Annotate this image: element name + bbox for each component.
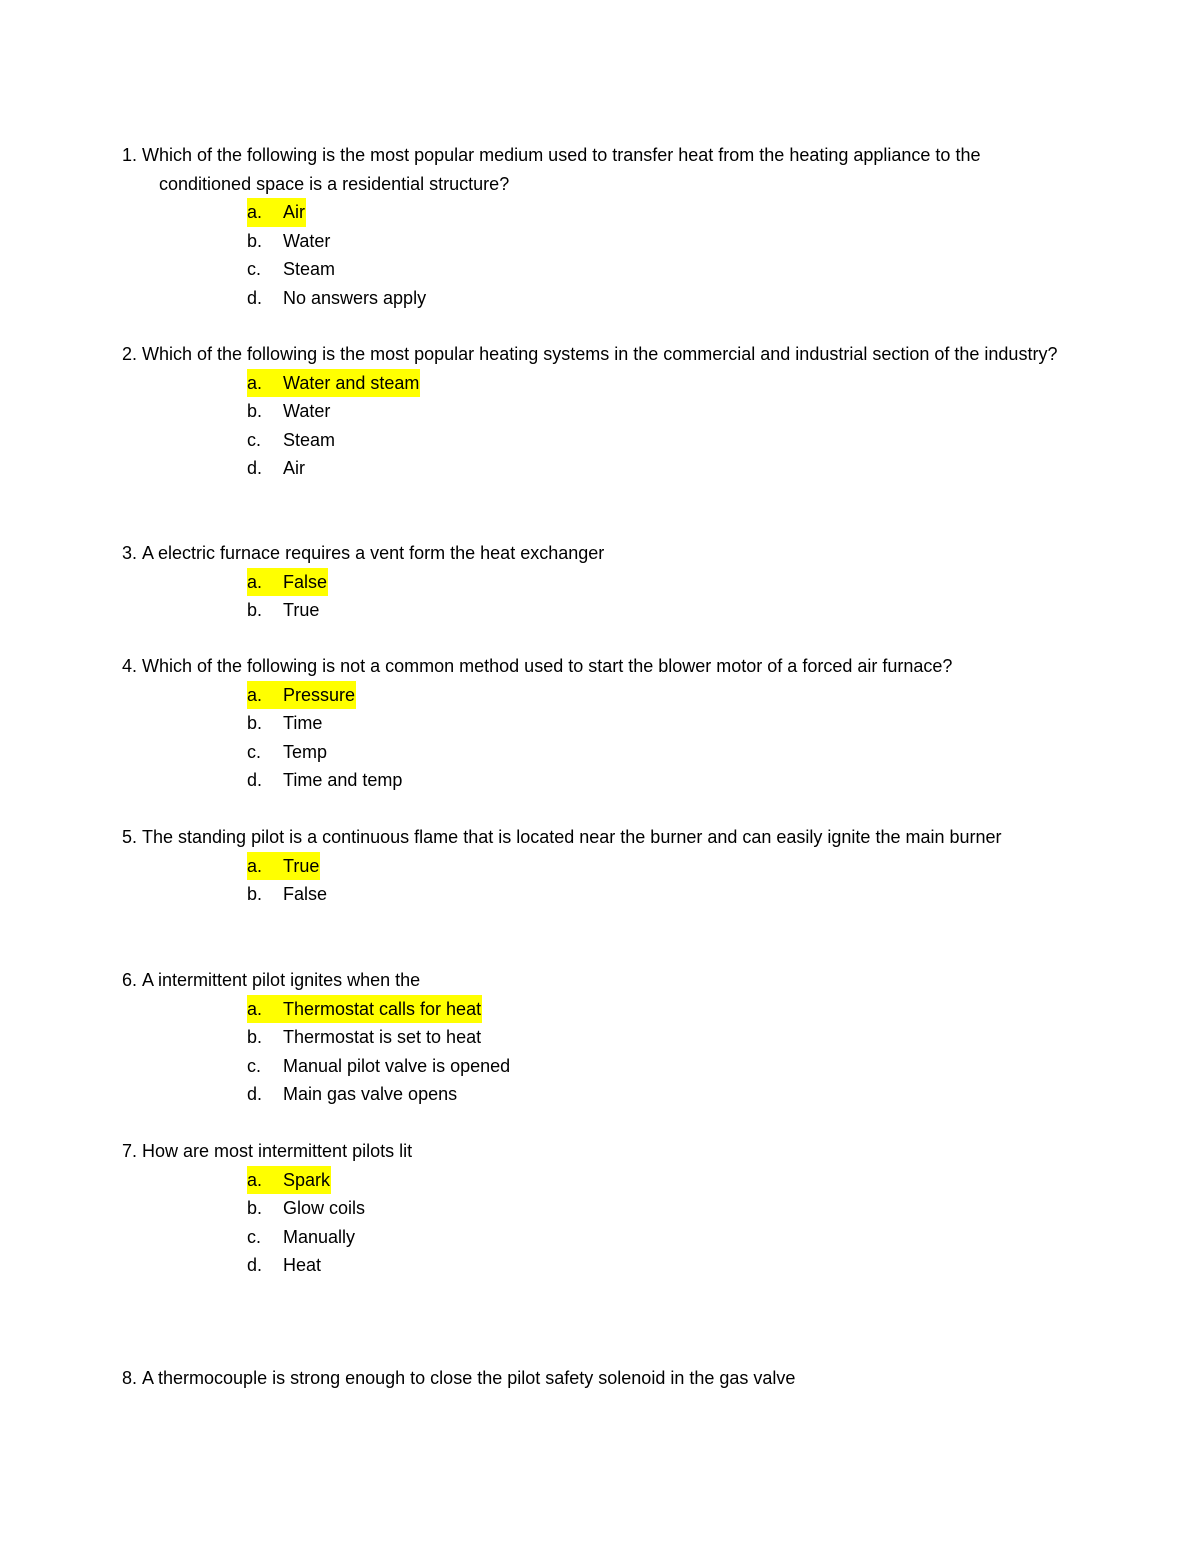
answer-letter: b.	[247, 884, 263, 904]
answer-text: Heat	[283, 1255, 322, 1275]
answer-letter: d.	[247, 1084, 263, 1104]
answer-line	[247, 738, 328, 767]
answer-line	[247, 596, 320, 625]
answer-list	[122, 995, 1062, 1109]
answer-option-highlighted	[247, 198, 1062, 227]
answer-text: Time and temp	[283, 770, 403, 790]
answer-text: Steam	[283, 259, 336, 279]
answer-option	[247, 397, 1062, 426]
question-1	[122, 141, 1062, 312]
answer-text: Spark	[283, 1169, 331, 1190]
answer-text: True	[283, 855, 320, 876]
question-prompt: A electric furnace requires a vent form the heat exchanger	[142, 543, 605, 563]
answer-line	[247, 1251, 322, 1280]
answer-option	[247, 426, 1062, 455]
answer-letter: d.	[247, 458, 263, 478]
question-prompt: Which of the following is the most popular medium used to transfer heat from the heating appliance to the conditioned space is a residential structure?	[142, 145, 981, 194]
answer-line	[247, 284, 427, 313]
answer-text: Thermostat is set to heat	[283, 1027, 482, 1047]
answer-letter: b.	[247, 600, 263, 620]
answer-option	[247, 255, 1062, 284]
question-text	[122, 652, 1062, 681]
question-text	[122, 141, 1062, 198]
answer-list	[122, 568, 1062, 625]
answer-option	[247, 227, 1062, 256]
answer-option	[247, 766, 1062, 795]
question-text	[122, 340, 1062, 369]
answer-line	[247, 1080, 458, 1109]
question-text	[122, 966, 1062, 995]
answer-text: Water	[283, 230, 331, 251]
answer-list	[122, 198, 1062, 312]
question-number: 5.	[122, 827, 138, 847]
question-6	[122, 966, 1062, 1109]
answer-letter: c.	[247, 1055, 262, 1076]
answer-text: False	[283, 571, 328, 592]
answer-line	[247, 454, 306, 483]
answer-letter: d.	[247, 1255, 263, 1275]
answer-option	[247, 880, 1062, 909]
answer-line	[247, 1052, 511, 1081]
answer-option	[247, 1023, 1062, 1052]
answer-text: Water	[283, 401, 331, 421]
answer-letter: d.	[247, 287, 263, 308]
question-number: 2.	[122, 344, 138, 364]
answer-list	[122, 1166, 1062, 1280]
question-text	[122, 823, 1062, 852]
answer-letter: a.	[247, 998, 263, 1019]
answer-list	[122, 369, 1062, 483]
answer-list	[122, 681, 1062, 795]
highlight-mark	[247, 1166, 331, 1195]
answer-letter: a.	[247, 372, 263, 393]
answer-line	[247, 426, 336, 455]
question-text	[122, 539, 1062, 568]
answer-text: No answers apply	[283, 287, 427, 308]
answer-letter: b.	[247, 1027, 263, 1047]
question-3	[122, 539, 1062, 625]
answer-line	[247, 880, 328, 909]
answer-line	[247, 227, 331, 256]
answer-letter: b.	[247, 401, 263, 421]
answer-text: Air	[283, 458, 305, 478]
question-number: 4.	[122, 656, 138, 676]
answer-text: Manual pilot valve is opened	[283, 1055, 511, 1076]
answer-letter: d.	[247, 770, 263, 790]
answer-text: Main gas valve opens	[283, 1084, 458, 1104]
answer-letter: b.	[247, 230, 263, 251]
answer-line	[247, 1223, 356, 1252]
question-number: 8.	[122, 1368, 138, 1388]
question-prompt: A thermocouple is strong enough to close the pilot safety solenoid in the gas valve	[142, 1368, 796, 1388]
answer-text: Thermostat calls for heat	[283, 998, 482, 1019]
answer-text: Pressure	[283, 684, 356, 705]
question-7	[122, 1137, 1062, 1280]
answer-letter: a.	[247, 1169, 263, 1190]
answer-letter: a.	[247, 684, 263, 705]
question-number: 3.	[122, 543, 138, 563]
answer-letter: b.	[247, 713, 263, 733]
question-4	[122, 652, 1062, 795]
answer-letter: c.	[247, 259, 262, 279]
answer-option	[247, 738, 1062, 767]
answer-list	[122, 852, 1062, 909]
answer-text: Water and steam	[283, 372, 420, 393]
answer-option	[247, 1052, 1062, 1081]
question-prompt: Which of the following is the most popular heating systems in the commercial and industrial section of the industry?	[142, 344, 1058, 364]
question-text	[122, 1364, 1062, 1393]
answer-text: True	[283, 600, 320, 620]
answer-letter: a.	[247, 571, 263, 592]
answer-line	[247, 1194, 366, 1223]
answer-option	[247, 1223, 1062, 1252]
question-2	[122, 340, 1062, 483]
answer-option-highlighted	[247, 568, 1062, 597]
answer-option-highlighted	[247, 681, 1062, 710]
answer-option	[247, 1080, 1062, 1109]
answer-letter: a.	[247, 202, 263, 222]
question-text	[122, 1137, 1062, 1166]
question-number: 1.	[122, 145, 138, 165]
question-number: 7.	[122, 1141, 138, 1161]
answer-line	[247, 397, 331, 426]
answer-line	[247, 766, 403, 795]
highlight-mark	[247, 681, 356, 710]
answer-option	[247, 709, 1062, 738]
highlight-mark	[247, 568, 328, 597]
answer-option	[247, 596, 1062, 625]
highlight-mark	[247, 369, 420, 398]
answer-text: False	[283, 884, 328, 904]
question-8	[122, 1364, 1062, 1393]
question-prompt: The standing pilot is a continuous flame that is located near the burner and can easily ignite the main burner	[142, 827, 1002, 847]
question-number: 6.	[122, 970, 138, 990]
answer-text: Time	[283, 713, 323, 733]
answer-line	[247, 709, 323, 738]
question-5	[122, 823, 1062, 909]
answer-option-highlighted	[247, 1166, 1062, 1195]
highlight-mark	[247, 198, 306, 227]
answer-option	[247, 284, 1062, 313]
question-prompt: A intermittent pilot ignites when the	[142, 970, 421, 990]
answer-text: Steam	[283, 429, 336, 450]
answer-text: Glow coils	[283, 1198, 366, 1218]
answer-letter: c.	[247, 1226, 262, 1247]
answer-letter: c.	[247, 741, 262, 762]
answer-letter: c.	[247, 429, 262, 450]
answer-text: Manually	[283, 1226, 356, 1247]
answer-option-highlighted	[247, 369, 1062, 398]
answer-option-highlighted	[247, 995, 1062, 1024]
answer-text: Temp	[283, 741, 328, 762]
answer-option	[247, 1251, 1062, 1280]
question-prompt: Which of the following is not a common method used to start the blower motor of a forced air furnace?	[142, 656, 953, 676]
answer-letter: a.	[247, 855, 263, 876]
highlight-mark	[247, 852, 320, 881]
highlight-mark	[247, 995, 482, 1024]
answer-option	[247, 1194, 1062, 1223]
question-prompt: How are most intermittent pilots lit	[142, 1141, 413, 1161]
answer-line	[247, 1023, 482, 1052]
answer-text: Air	[283, 202, 305, 222]
answer-line	[247, 255, 336, 284]
answer-letter: b.	[247, 1198, 263, 1218]
answer-option	[247, 454, 1062, 483]
answer-option-highlighted	[247, 852, 1062, 881]
